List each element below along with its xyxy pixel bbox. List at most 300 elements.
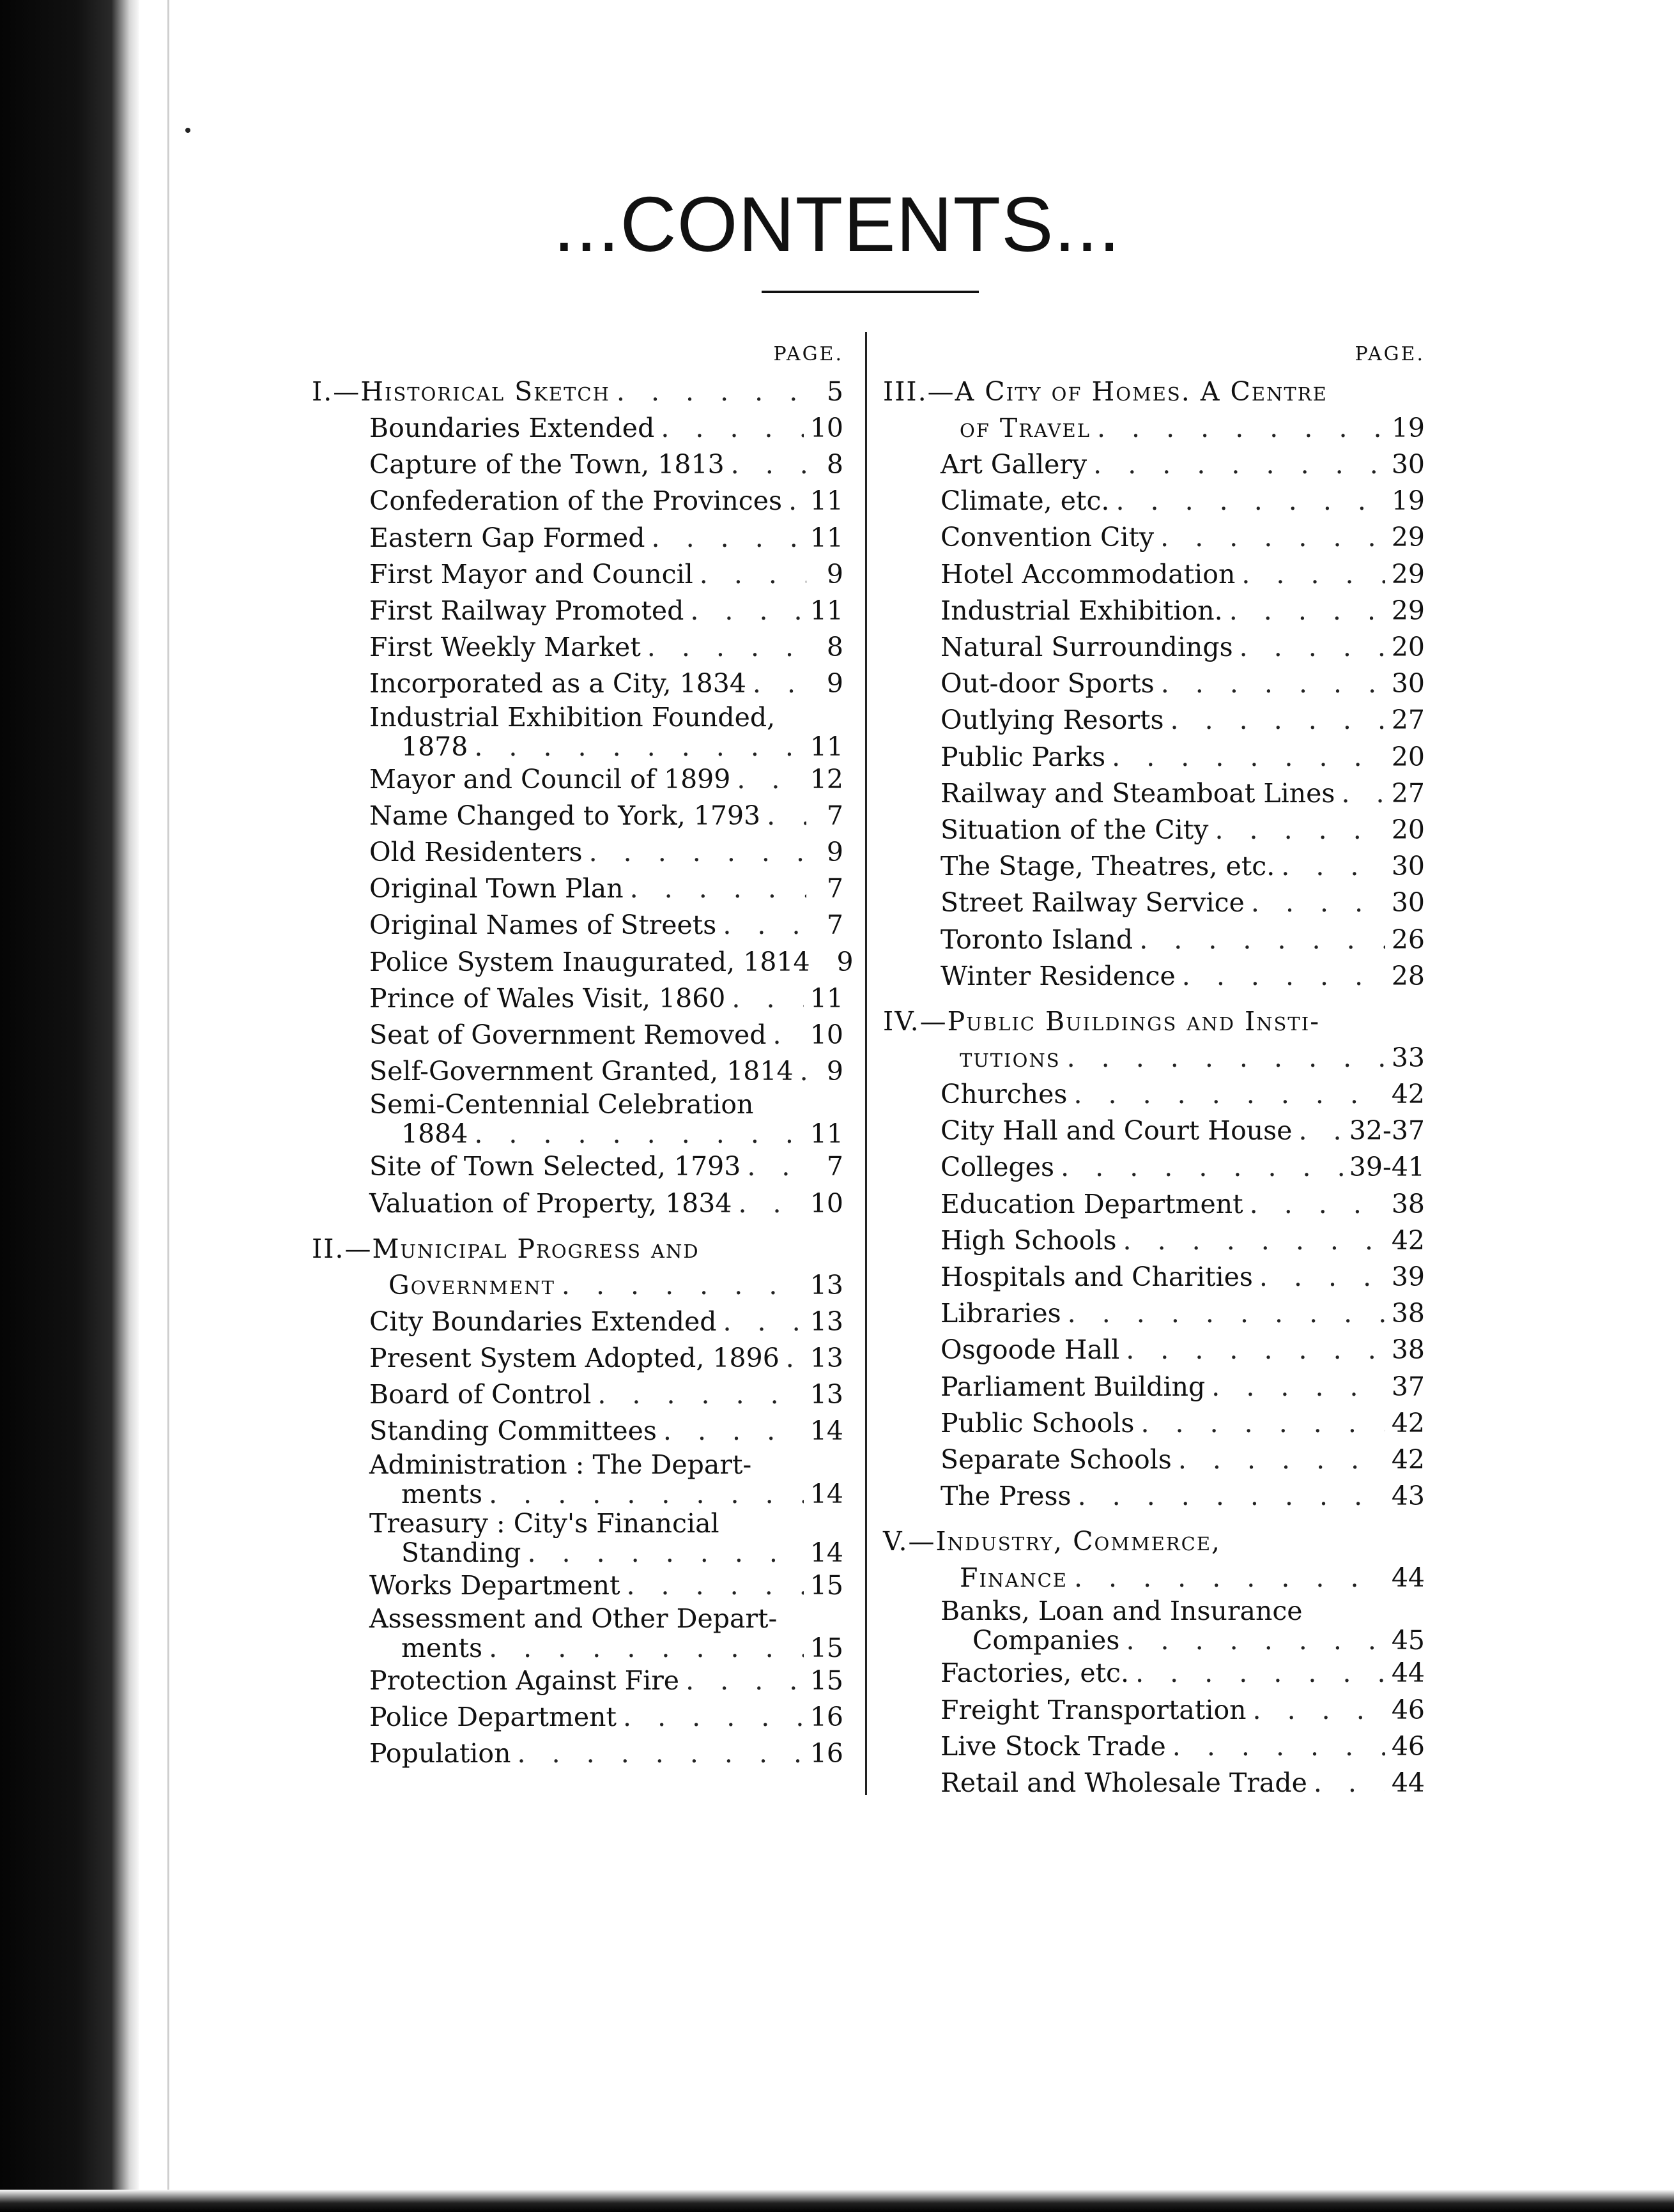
entry-label: City Hall and Court House [941,1115,1293,1147]
entry-label-continued: ments [401,1478,483,1509]
contents-entry [883,666,1425,702]
section-heading [312,374,843,410]
dot-leader [647,629,806,666]
page-number: 29 [1391,558,1425,590]
dot-leader [518,1735,804,1772]
column-divider [865,332,867,1795]
entry-label: Colleges [941,1152,1055,1183]
dot-leader [1078,1478,1385,1514]
entry-label: Eastern Gap Formed [369,522,645,553]
section-heading-continued [883,1560,1425,1596]
contents-entry [883,1728,1425,1765]
entry-label: Freight Transportation [941,1694,1247,1725]
entry-label: Street Railway Service [941,887,1245,919]
contents-title: ...CONTENTS... [553,181,1121,268]
contents-entry [883,593,1425,629]
contents-entry [883,483,1425,519]
entry-label: Mayor and Council of 1899 [369,763,731,795]
contents-entry [312,798,843,834]
dot-leader [562,1267,804,1304]
page-number: 45 [1391,1625,1425,1656]
dot-leader [723,907,806,943]
entry-label: Churches [941,1079,1068,1110]
dot-leader [489,1479,804,1509]
contents-entry [312,1413,843,1449]
contents-left-column [312,335,854,1772]
page-column-header: PAGE. [773,343,843,365]
page-number: 7 [826,1151,843,1182]
dot-leader [1241,556,1385,593]
dot-leader [686,1663,804,1699]
page-number: 16 [810,1702,843,1733]
entry-label: Present System Adopted, 1896 [369,1343,779,1374]
dot-leader [1073,1076,1385,1113]
contents-entry [312,1538,843,1567]
page-number: 43 [1391,1481,1425,1512]
contents-entry [312,593,843,629]
page-number: 9 [826,558,843,590]
entry-label: Confederation of the Provinces [369,485,783,517]
entry-label: Outlying Resorts [941,705,1164,736]
dot-leader [1178,1442,1385,1478]
page-number: 29 [1391,522,1425,553]
contents-entry [883,446,1425,483]
dot-leader [1160,519,1385,556]
dot-leader [1135,1655,1385,1691]
page-number: 38 [1391,1334,1425,1366]
entry-label: The Press [941,1481,1071,1512]
contents-entry [883,848,1425,885]
entry-label: Convention City [941,522,1155,553]
page-number: 39 [1391,1262,1425,1293]
contents-entry [312,1304,843,1340]
contents-entry [883,1149,1425,1186]
dot-leader [753,666,806,702]
dot-leader [652,520,804,556]
entry-label: Education Department [941,1188,1243,1219]
section-heading [883,374,1425,410]
contents-entry [312,907,843,943]
contents-entry [883,1332,1425,1368]
dot-leader [626,1567,803,1604]
dot-leader [1139,922,1385,958]
dot-leader [1067,1040,1385,1076]
entry-label: Winter Residence [941,960,1176,991]
page-number: 39-41 [1349,1152,1425,1183]
section-title: Municipal Progress and [372,1233,700,1264]
dot-leader [767,798,806,834]
dot-leader [1116,483,1385,519]
page-number: 20 [1391,632,1425,663]
entry-label: Original Town Plan [369,873,624,904]
dot-leader [1140,1405,1385,1442]
contents-entry [883,1076,1425,1113]
section-number: IV. [883,1006,920,1037]
contents-entry [312,732,843,761]
contents-entry [312,1119,843,1148]
page-number: 42 [1391,1079,1425,1110]
page-number: 30 [1391,851,1425,882]
section-title-continued: tutions [960,1042,1061,1074]
entry-label: Libraries [941,1298,1061,1329]
entry-label-continued: 1878 [401,731,468,762]
page-number: 13 [810,1379,843,1410]
entry-label: Separate Schools [941,1444,1172,1476]
section-title-continued: of Travel [960,413,1091,443]
entry-label: Industrial Exhibition. [941,595,1223,626]
page-number: 20 [1391,814,1425,846]
entry-label: Self-Government Granted, 1814 [369,1056,794,1087]
entry-label-line: Assessment and Other Depart- [369,1603,778,1634]
dot-leader [474,1119,803,1148]
page-number: 10 [810,1187,843,1219]
dot-leader [617,374,806,410]
page-number: 28 [1391,960,1425,991]
page-number: 38 [1391,1298,1425,1329]
section-heading [883,1003,1425,1040]
page-number: 30 [1391,668,1425,699]
page-number: 12 [810,763,843,795]
page-number: 29 [1391,595,1425,626]
page-number: 9 [826,668,843,699]
dot-leader [1161,666,1385,702]
dot-leader [663,1413,804,1449]
section-heading-continued [312,1267,843,1304]
section-number: V. [883,1526,909,1557]
dot-leader [474,732,803,761]
section-title: Historical Sketch [360,376,610,407]
contents-entry [312,944,854,980]
dot-leader [1061,1149,1343,1186]
heading-dash: — [908,1526,936,1557]
contents-entry [312,410,843,446]
contents-entry [312,1053,843,1090]
dot-leader [1314,1765,1385,1801]
dot-leader [661,410,804,446]
contents-entry [312,1148,843,1185]
contents-entry [883,556,1425,593]
contents-entry [312,1340,843,1377]
page-number: 11 [810,1118,843,1150]
contents-entry [883,1259,1425,1295]
dot-leader [1250,1186,1385,1223]
page-number: 38 [1391,1188,1425,1219]
dot-leader [1068,1295,1385,1332]
page-number: 9 [836,946,854,977]
heading-dash: — [919,1006,948,1037]
dot-leader [700,556,806,593]
contents-entry [312,834,843,871]
dot-leader [630,871,806,907]
dot-leader [1298,1113,1342,1149]
page-number: 37 [1391,1371,1425,1402]
page-number: 8 [826,449,843,480]
contents-entry [883,1405,1425,1442]
page-number: 7 [826,800,843,831]
entry-label: Out-door Sports [941,668,1155,699]
dot-leader [723,1304,803,1340]
section-heading [883,1523,1425,1560]
entry-label: Toronto Island [941,924,1133,955]
entry-label: Boundaries Extended [369,413,655,443]
section-title: A City of Homes. A Centre [955,376,1328,407]
page-column-header: PAGE. [1355,343,1425,365]
entry-label-line: Semi-Centennial Celebration [369,1089,754,1120]
heading-dash: — [333,376,361,407]
dot-leader [1126,1332,1385,1368]
dot-leader [1240,629,1385,666]
page-number: 44 [1391,1767,1425,1799]
contents-entry [312,1377,843,1413]
dot-leader [1172,1728,1385,1765]
page-number: 16 [810,1738,843,1769]
page-number: 46 [1391,1730,1425,1762]
page-number: 13 [810,1343,843,1374]
entry-label: Seat of Government Removed [369,1019,767,1051]
contents-entry [312,1186,843,1222]
page-number: 19 [1391,413,1425,443]
entry-label: First Mayor and Council [369,558,693,590]
page-number: 11 [810,522,843,553]
dot-leader [732,980,803,1017]
contents-entry [883,885,1425,921]
page-number: 30 [1391,887,1425,919]
entry-label: Public Schools [941,1407,1135,1438]
entry-label: Osgoode Hall [941,1334,1120,1366]
page-number: 7 [826,873,843,904]
contents-entry [883,519,1425,556]
page-number: 11 [810,731,843,762]
contents-entry [883,1655,1425,1691]
section-heading [312,1231,843,1267]
entry-label: Prince of Wales Visit, 1860 [369,982,726,1014]
entry-label: Site of Town Selected, 1793 [369,1151,741,1182]
dot-leader [1251,885,1385,921]
section-heading-label [312,374,610,410]
dot-leader [1211,1369,1385,1405]
page-number: 14 [810,1478,843,1509]
entry-label: Art Gallery [941,449,1087,480]
contents-entry [883,1442,1425,1478]
dot-leader [527,1538,803,1567]
page-number: 14 [810,1415,843,1447]
entry-label: Valuation of Property, 1834 [369,1187,732,1219]
dot-leader [747,1148,806,1185]
page-number: 27 [1391,777,1425,809]
page-number: 44 [1391,1562,1425,1594]
contents-entry [883,1295,1425,1332]
contents-entry [883,1765,1425,1801]
entry-label: Protection Against Fire [369,1665,680,1696]
dot-leader [1097,410,1385,446]
entry-label: Population [369,1738,511,1769]
entry-label: Police Department [369,1702,617,1733]
page-number: 7 [826,910,843,941]
contents-entry [312,629,843,666]
page-number: 10 [810,413,843,443]
contents-entry [312,666,843,702]
dot-leader [589,834,806,871]
entry-label: Railway and Steamboat Lines [941,777,1335,809]
entry-label: Natural Surroundings [941,632,1233,663]
entry-label: Police System Inaugurated, 1814 [369,946,810,977]
entry-label: Hotel Accommodation [941,558,1236,590]
contents-entry [883,958,1425,995]
contents-entry [883,629,1425,666]
contents-entry [312,483,843,519]
contents-section [883,374,1425,995]
contents-entry [883,1369,1425,1405]
entry-label-continued: Standing [401,1537,521,1568]
page-bottom-edge [0,2190,1674,2212]
dot-leader [1229,593,1385,629]
dot-leader [731,446,806,483]
contents-section [312,374,854,1222]
page-number: 9 [826,1056,843,1087]
entry-label: Old Residenters [369,837,583,868]
heading-dash: — [927,376,955,407]
section-title-continued: Finance [960,1562,1068,1594]
contents-section [312,1231,843,1773]
entry-label: First Railway Promoted [369,595,684,627]
dot-leader [1341,775,1385,812]
contents-entry [312,761,843,798]
contents-entry [312,556,843,593]
contents-entry [312,520,843,556]
contents-entry [312,1663,843,1699]
section-heading-continued [883,410,1425,446]
section-number: I. [312,376,334,407]
dot-leader [786,1340,804,1377]
page-number: 27 [1391,705,1425,736]
dot-leader [1215,812,1385,848]
contents-entry [883,739,1425,775]
entry-label: Incorporated as a City, 1834 [369,668,746,699]
contents-entry [312,1633,843,1663]
book-spine-shadow [0,0,139,2212]
entry-label: City Boundaries Extended [369,1306,717,1337]
contents-entry [312,980,843,1017]
entry-label-line: Banks, Loan and Insurance [941,1596,1303,1627]
ink-speck [185,128,190,133]
page-number: 19 [1391,485,1425,517]
section-title-continued: Government [388,1269,555,1301]
entry-label-line: Administration : The Depart- [369,1449,752,1480]
entry-label: Parliament Building [941,1371,1206,1402]
contents-entry [312,446,843,483]
entry-label: Hospitals and Charities [941,1262,1253,1293]
entry-label: Situation of the City [941,814,1209,846]
entry-label: Standing Committees [369,1415,657,1447]
dot-leader [1171,702,1385,738]
entry-label-line: Industrial Exhibition Founded, [369,701,776,733]
page-number: 32-37 [1349,1115,1425,1147]
dot-leader [1182,958,1385,995]
entry-label-continued: ments [401,1632,483,1663]
page-number: 15 [810,1665,843,1696]
contents-entry [883,1692,1425,1728]
dot-leader [1259,1259,1385,1295]
page-number: 13 [810,1306,843,1337]
page-number: 11 [810,595,843,627]
page-number: 5 [826,376,843,407]
dot-leader [1253,1692,1385,1728]
entry-label: First Weekly Market [369,632,641,663]
section-number: II. [312,1233,345,1264]
contents-right-column [883,335,1425,1801]
contents-entry [312,1479,843,1509]
entry-label: Climate, etc. [941,485,1110,517]
section-title: Public Buildings and Insti- [947,1006,1321,1037]
page-number: 10 [810,1019,843,1051]
page-number: 11 [810,982,843,1014]
contents-entry [883,1186,1425,1223]
dot-leader [738,1186,803,1222]
dot-leader [1093,446,1385,483]
contents-entry [312,1017,843,1053]
contents-entry [883,922,1425,958]
page-number: 14 [810,1537,843,1568]
heading-dash: — [344,1233,372,1264]
entry-label: Public Parks [941,741,1106,772]
contents-entry [883,1478,1425,1514]
dot-leader [690,593,803,629]
page-number: 44 [1391,1658,1425,1689]
entry-label: Retail and Wholesale Trade [941,1767,1307,1799]
contents-entry [883,1626,1425,1655]
entry-label: Name Changed to York, 1793 [369,800,761,831]
page-number: 42 [1391,1444,1425,1476]
contents-entry [312,871,843,907]
entry-label: Board of Control [369,1379,592,1410]
contents-entry [883,702,1425,738]
entry-label: The Stage, Theatres, etc. [941,851,1275,882]
contents-entry [883,1113,1425,1149]
page-number: 30 [1391,449,1425,480]
title-rule [762,291,979,293]
contents-entry [883,775,1425,812]
entry-label: Capture of the Town, 1813 [369,449,725,480]
dot-leader [788,483,804,519]
entry-label-continued: 1884 [401,1118,468,1150]
contents-entry [883,1223,1425,1259]
entry-label: Live Stock Trade [941,1730,1166,1762]
dot-leader [737,761,803,798]
page-number: 33 [1391,1042,1425,1074]
page-number: 15 [810,1632,843,1663]
contents-entry [883,812,1425,848]
page-number: 9 [826,837,843,868]
page-number: 11 [810,485,843,517]
contents-entry [312,1699,843,1735]
dot-leader [773,1017,804,1053]
contents-section [883,1003,1425,1514]
section-heading-continued [883,1040,1425,1076]
page-fold-line [167,0,169,2212]
dot-leader [489,1633,804,1663]
page-number: 42 [1391,1224,1425,1256]
dot-leader [623,1699,804,1735]
entry-label-line: Treasury : City's Financial [369,1507,719,1539]
page-number: 20 [1391,741,1425,772]
page-number: 46 [1391,1694,1425,1725]
entry-label: Factories, etc. [941,1658,1130,1689]
dot-leader [1126,1626,1385,1655]
entry-label: Original Names of Streets [369,910,717,941]
entry-label: Works Department [369,1569,620,1601]
entry-label: High Schools [941,1224,1117,1256]
dot-leader [1112,739,1385,775]
